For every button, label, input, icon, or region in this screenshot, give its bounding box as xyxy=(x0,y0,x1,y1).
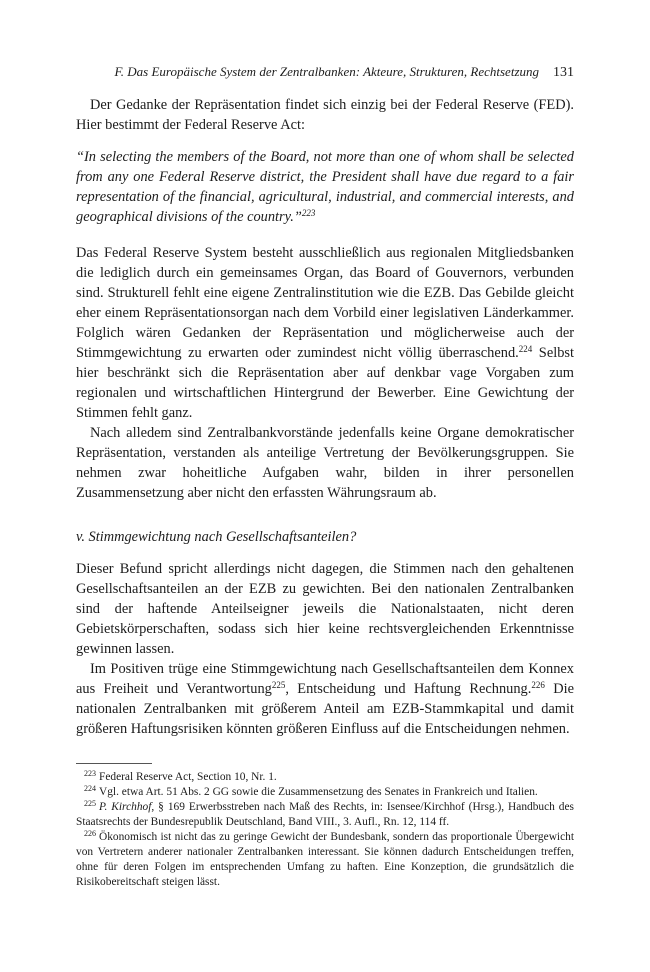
footnote-author: P. Kirchhof xyxy=(99,801,152,813)
block-quote xyxy=(76,147,574,227)
paragraph-4: Dieser Befund spricht allerdings nicht dagegen, die Stimmen nach den gehaltenen Gesellschaftsanteilen an der EZB zu gewichten. Bei den nationalen Zentralbanken sind der haftende Anteilseigner jeweils die Nationalstaaten, nicht deren Gebietskörperschaften, sodass sich hier keine rechtsvergleichenden Erkenntnisse gewinnen lassen. xyxy=(76,561,574,657)
footnote-text: Ökonomisch ist nicht das zu geringe Gewicht der Bundesbank, sondern das proportionale Übergewicht von Vertretern anderer nationaler Zentralbanken interessant. Sie können dadurch Entscheidungen treffen, ohne für deren Folgen im entsprechenden Umfang zu haften. Eine Konzeption, die grundsätzlich die Risikobereitschaft steigen lässt. xyxy=(76,831,574,888)
paragraph-5-part-b: , Entscheidung und Haftung Rechnung. xyxy=(285,681,532,697)
footnote-text: , § 169 Erwerbsstreben nach Maß des Rechts, in: Isensee/Kirchhof (Hrsg.), Handbuch des Staatsrechts der Bundesrepublik Deutschland, Band VIII., 3. Aufl., Rn. 12, 114 ff. xyxy=(76,801,574,828)
footnote-225: 225 P. Kirchhof, § 169 Erwerbsstreben nach Maß des Rechts, in: Isensee/Kirchhof (Hrsg.), Handbuch des Staatsrechts der Bundesrepublik Deutschland, Band VIII., 3. Aufl., Rn. 12, 114 ff. xyxy=(76,799,574,828)
footnote-224: 224 Vgl. etwa Art. 51 Abs. 2 GG sowie die Zusammensetzung des Senates in Frankreich und Italien. xyxy=(84,784,538,798)
footnote-ref-224[interactable]: 224 xyxy=(518,344,533,354)
running-header xyxy=(76,64,574,81)
footnote-divider xyxy=(76,763,152,764)
paragraph-2 xyxy=(76,243,574,423)
footnote-223: 223 Federal Reserve Act, Section 10, Nr. 1. xyxy=(84,769,277,783)
main-text xyxy=(76,95,574,739)
paragraph-5 xyxy=(76,659,574,739)
page-number: 131 xyxy=(553,65,574,80)
paragraph-5-part-a: Im Positiven trüge eine Stimmgewichtung nach Gesellschaftsanteilen dem Konnex aus Freiheit und Verantwortung xyxy=(76,661,574,697)
footnote-text: Federal Reserve Act, Section 10, Nr. 1. xyxy=(99,771,277,783)
footnotes xyxy=(76,770,574,890)
section-heading: v. Stimmgewichtung nach Gesellschaftsanteilen? xyxy=(76,529,357,545)
footnote-text: Vgl. etwa Art. 51 Abs. 2 GG sowie die Zusammensetzung des Senates in Frankreich und Italien. xyxy=(99,786,538,798)
footnote-ref-223[interactable]: 223 xyxy=(301,208,316,218)
paragraph-5-part-c: Die nationalen Zentralbanken mit größerem Anteil am EZB-Stammkapital und damit größeren Haftungsrisiken könnten größeren Einfluss auf die Entscheidungen nehmen. xyxy=(76,681,574,737)
paragraph-3: Nach alledem sind Zentralbankvorstände jedenfalls keine Organe demokratischer Repräsentation, verstanden als anteilige Vertretung der Bevölkerungsgruppen. Sie nehmen zwar hoheitliche Aufgaben wahr, bilden in ihrer personellen Zusammensetzung aber nicht den erfassten Währungsraum ab. xyxy=(76,425,574,501)
paragraph-2-part-b: Selbst hier beschränkt sich die Repräsentation aber auf denkbar vage Vorgaben zum regionalen und wirtschaftlichen Hintergrund der Bewerber. Eine Gewichtung der Stimmen fehlt ganz. xyxy=(76,345,574,421)
paragraph-2-part-a: Das Federal Reserve System besteht ausschließlich aus regionalen Mitgliedsbanken die lediglich durch ein gemeinsames Organ, das Board of Gouvernors, verbunden sind. Strukturell fehlt eine eigene Zentralinstitution wie die EZB. Das Gebilde gleicht eher einem Repräsentationsorgan nach dem Vorbild einer legislativen Länderkammer. Folglich wären Gedanken der Repräsentation und möglicherweise auch der Stimmgewichtung zu erwarten oder zumindest nicht völlig überraschend. xyxy=(76,245,574,361)
footnote-226: 226 Ökonomisch ist nicht das zu geringe Gewicht der Bundesbank, sondern das proportionale Übergewicht von Vertretern anderer nationaler Zentralbanken interessant. Sie können dadurch Entscheidungen treffen, ohne für deren Folgen im entsprechenden Umfang zu haften. Eine Konzeption, die grundsätzlich die Risikobereitschaft steigen lässt. xyxy=(76,829,574,888)
running-title: F. Das Europäische System der Zentralbanken: Akteure, Strukturen, Rechtsetzung xyxy=(114,64,539,79)
footnote-ref-226[interactable]: 226 xyxy=(531,680,545,690)
quote-text: “In selecting the members of the Board, not more than one of whom shall be selected from any one Federal Reserve district, the President shall have due regard to a fair representation of the financial, agricultural, industrial, and commercial interests, and geographical divisions of the country.” xyxy=(76,149,574,225)
footnote-ref-225[interactable]: 225 xyxy=(271,680,286,690)
paragraph-1: Der Gedanke der Repräsentation findet sich einzig bei der Federal Reserve (FED). Hier bestimmt der Federal Reserve Act: xyxy=(76,97,574,133)
